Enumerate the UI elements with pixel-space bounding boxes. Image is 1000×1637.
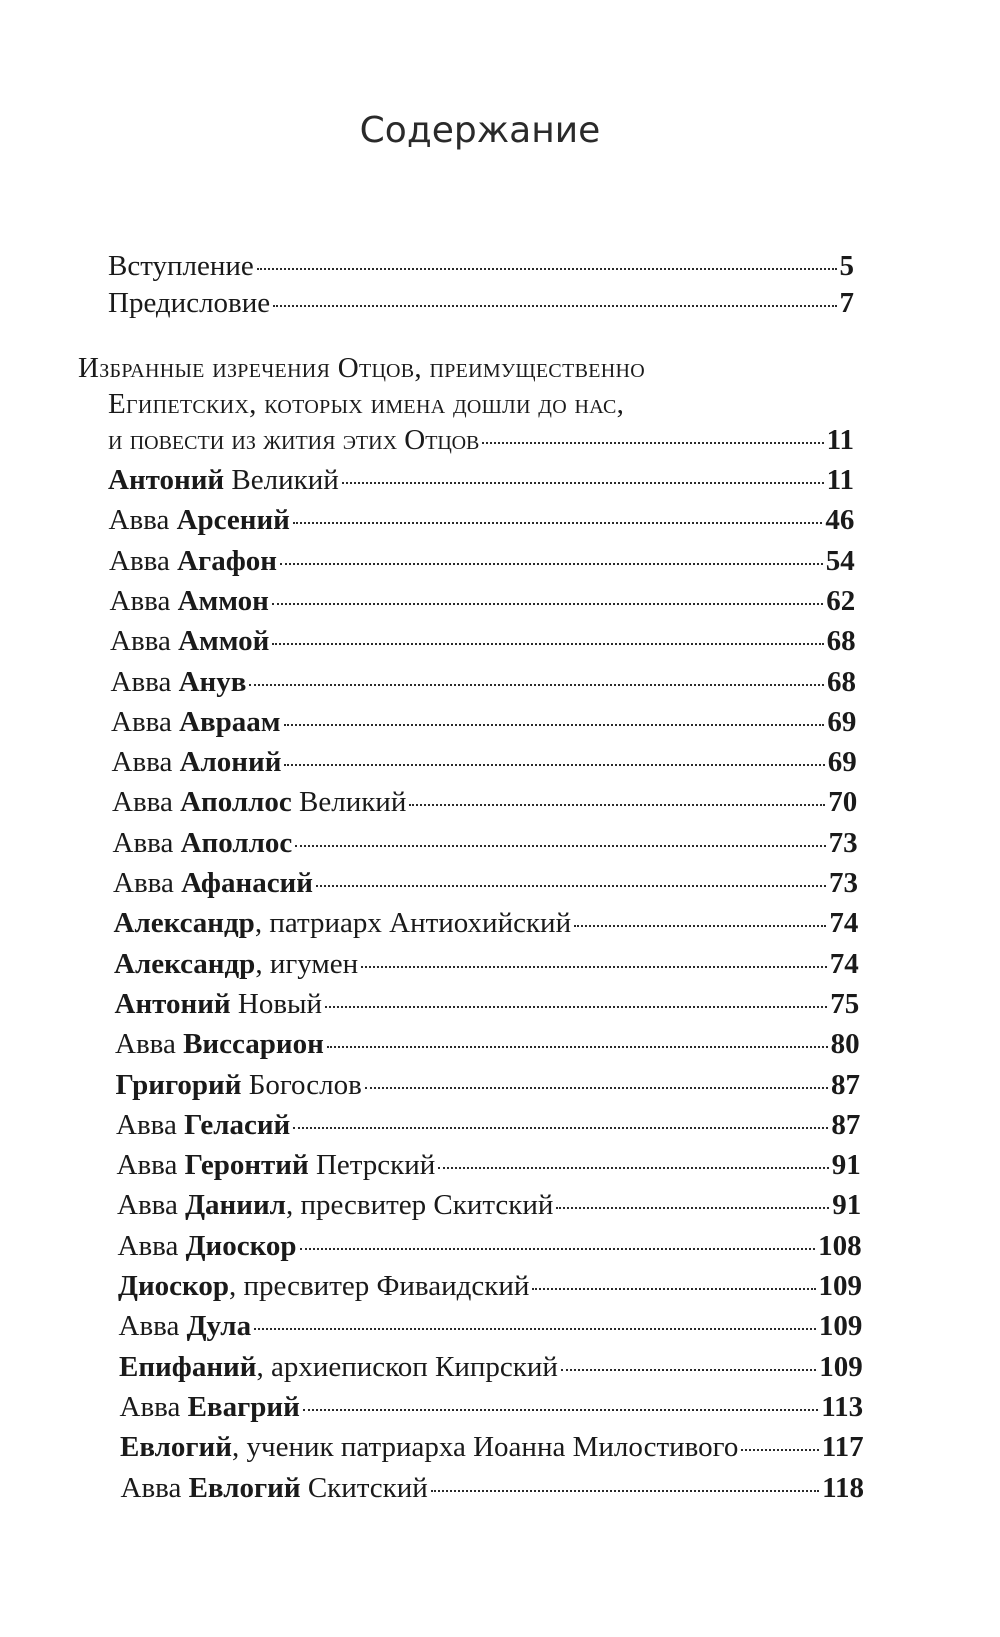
entry-suffix: , пресвитер Фиваидский [229,1270,530,1302]
entry-page: 75 [830,987,860,1020]
dot-leader [293,1127,828,1129]
toc-entry [116,1067,861,1103]
entry-name: Александр [113,907,255,940]
entry-prefix: Авва [112,786,181,819]
toc-entry [113,825,858,861]
entry-prefix: Авва [111,705,180,738]
entry-prefix: Авва [120,1471,189,1504]
entry-label [116,1107,290,1143]
entry-name: Дула [186,1310,252,1343]
entry-label [118,1228,297,1264]
entry-prefix: Авва [113,867,182,899]
entry-label: Вступление [108,250,254,282]
entry-label [112,784,406,820]
entry-page: 73 [828,826,858,859]
entry-name: Епифаний [119,1350,257,1383]
entry-page: 11 [826,464,854,496]
entry-name: Алоний [179,746,282,779]
dot-leader [482,442,823,444]
entry-name: Виссарион [183,1028,324,1061]
entry-name: Геласий [184,1108,291,1141]
entry-prefix: Авва [110,665,179,698]
entry-label [118,1268,529,1304]
entry-page: 87 [831,1108,861,1141]
entry-label [109,543,277,579]
entry-label: и повести из жития этих Отцов [108,424,480,456]
entry-suffix: Петрский [308,1149,436,1182]
entry-suffix: , пресвитер Скитский [285,1189,554,1222]
entry-name: Авраам [179,705,281,738]
toc-entry [117,1187,861,1223]
toc-entry [110,583,856,619]
toc-entry [115,1026,860,1062]
toc-entry [112,784,857,820]
dot-leader [257,268,837,270]
entry-page: 109 [819,1350,863,1383]
entry-prefix: Авва [112,826,181,859]
toc-entry [121,1470,865,1506]
toc-entry [114,946,859,982]
entry-page: 11 [826,424,854,456]
toc-entry-intro [108,248,854,284]
entry-name: Александр [114,947,256,980]
entry-prefix: Авва [117,1229,186,1262]
entry-page: 46 [825,504,855,537]
entry-page: 108 [818,1229,862,1262]
entry-prefix: Авва [108,504,177,537]
entry-label [113,865,313,901]
entry-label [117,1187,553,1223]
entry-page: 117 [821,1431,864,1464]
entry-name: Диоскор [185,1229,297,1262]
dot-leader [295,845,825,847]
entry-page: 69 [827,705,857,738]
entry-suffix: Великий [224,464,339,496]
entry-name: Антоний [108,464,225,496]
entry-page: 73 [829,867,858,899]
dot-leader [272,643,823,645]
entry-label [110,623,269,659]
entry-name: Евлогий [188,1471,301,1504]
entry-suffix: , игумен [255,947,359,980]
entry-label [113,825,293,861]
entry-name: Даниил [185,1189,286,1222]
entry-page: 68 [826,625,856,658]
entry-label [114,905,572,941]
entry-label [120,1429,738,1465]
entry-page: 7 [839,287,854,319]
toc-entry [112,744,857,780]
entry-label [120,1389,300,1425]
dot-leader [342,482,824,484]
toc-entry [114,905,859,941]
entry-page: 70 [828,786,858,819]
dot-leader [327,1046,828,1048]
toc-entry [118,1268,862,1304]
toc-entry [120,1429,864,1465]
dot-leader [741,1449,818,1451]
toc-entry [117,1147,861,1183]
entry-prefix: Авва [115,1028,184,1061]
toc-entry [110,623,856,659]
entry-page: 74 [829,907,859,940]
entry-name: Антоний [114,987,231,1020]
entry-suffix: Великий [291,786,407,819]
section-heading-line2: Египетских, которых имена дошли до нас, [108,388,625,420]
entry-suffix: , ученик патриарха Иоанна Милостивого [231,1431,739,1464]
entry-name: Аммой [178,625,270,658]
entry-label [119,1349,558,1385]
entry-prefix: Авва [110,625,179,658]
entry-name: Евлогий [120,1431,232,1464]
entry-name: Агафон [177,544,277,577]
entry-label [111,664,247,700]
dot-leader [574,925,826,927]
dot-leader [409,804,825,806]
entry-name: Арсений [176,504,290,537]
entry-page: 87 [831,1068,860,1101]
entry-label [110,583,269,619]
entry-prefix: Авва [109,584,178,617]
dot-leader [284,724,825,726]
dot-leader [316,885,826,887]
dot-leader [556,1207,829,1209]
entry-name: Геронтий [184,1149,309,1182]
entry-name: Анув [178,665,247,698]
toc-entry [111,704,856,740]
dot-leader [249,684,824,686]
entry-name: Евагрий [187,1390,300,1423]
toc-entry [113,865,858,901]
entry-name: Афанасий [181,867,313,899]
entry-name: Аммон [177,584,269,617]
entry-page: 80 [830,1028,860,1061]
entry-label [115,1026,324,1062]
dot-leader [532,1288,815,1290]
dot-leader [284,764,824,766]
entry-label [111,704,281,740]
dot-leader [272,603,823,605]
toc-entry [115,986,860,1022]
entry-name: Аполлос [180,826,293,859]
dot-leader [300,1248,816,1250]
entry-prefix: Авва [116,1149,185,1182]
entry-suffix: Новый [230,987,323,1020]
entry-page: 54 [825,544,855,577]
toc-entry-preface [108,285,854,321]
entry-label [109,502,290,538]
dot-leader [273,305,836,307]
entry-page: 68 [827,665,856,698]
entry-label [114,946,358,982]
toc-entry [118,1228,862,1264]
entry-prefix: Авва [117,1189,186,1222]
section-heading-line3 [108,422,854,458]
entry-prefix: Авва [109,544,178,577]
dot-leader [303,1409,818,1411]
toc-entry [119,1308,863,1344]
entry-page: 69 [827,746,857,779]
dot-leader [561,1369,816,1371]
dot-leader [325,1006,827,1008]
section-heading-line1: Избранные изречения Отцов, преимущественно [78,352,645,384]
dot-leader [280,563,823,565]
entry-name: Диоскор [118,1270,229,1302]
toc-entry [108,462,854,498]
dot-leader [293,522,823,524]
toc-entry [109,543,855,579]
entry-prefix: Авва [116,1108,185,1141]
entry-page: 74 [829,947,859,980]
entry-label [112,744,282,780]
entry-label [116,1067,362,1103]
dot-leader [361,966,827,968]
entry-page: 91 [831,1149,861,1182]
dot-leader [431,1490,819,1492]
dot-leader [254,1328,816,1330]
entry-page: 5 [839,250,854,282]
toc-entry [119,1349,863,1385]
toc-entry [109,502,855,538]
entry-page: 113 [821,1390,864,1423]
entry-label [115,986,323,1022]
entry-page: 109 [818,1310,863,1343]
entry-prefix: Авва [111,746,180,779]
page-title: Содержание [359,110,601,151]
dot-leader [438,1167,829,1169]
entry-page: 109 [818,1270,862,1302]
entry-suffix: , патриарх Антиохийский [254,907,572,940]
dot-leader [365,1087,828,1089]
entry-label [121,1470,428,1506]
entry-page: 62 [826,584,856,617]
entry-label [119,1308,252,1344]
entry-label: Предисловие [108,287,271,319]
entry-name: Григорий [115,1068,242,1101]
entry-prefix: Авва [118,1310,187,1343]
entry-suffix: Скитский [300,1471,428,1504]
toc-entry [116,1107,860,1143]
entry-label [108,462,339,498]
toc-entry [111,664,857,700]
entry-page: 91 [832,1189,862,1222]
entry-suffix: , архиепископ Кипрский [256,1350,558,1383]
entry-prefix: Авва [119,1390,188,1423]
entry-page: 118 [822,1471,864,1504]
entry-suffix: Богослов [241,1068,362,1101]
entry-name: Аполлос [180,786,292,819]
toc-entry [120,1389,864,1425]
entry-label [117,1147,436,1183]
